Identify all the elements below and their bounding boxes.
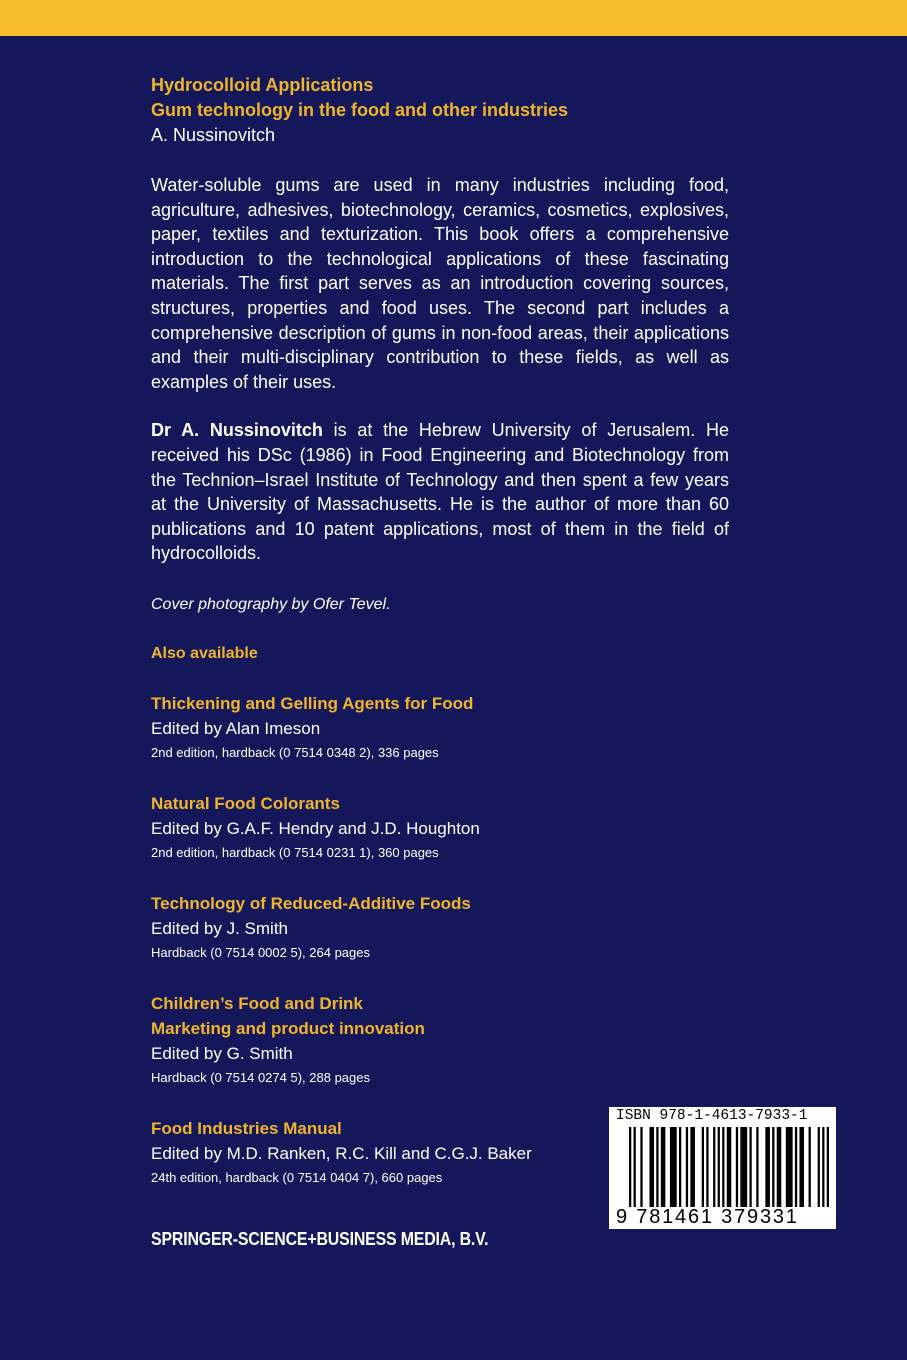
book-title: Hydrocolloid Applications bbox=[151, 75, 374, 95]
related-book-title: Children’s Food and Drink bbox=[151, 993, 363, 1013]
barcode-bar bbox=[706, 1127, 708, 1207]
related-book-editor: Edited by J. Smith bbox=[151, 918, 289, 938]
barcode-bar bbox=[799, 1127, 804, 1207]
barcode-bar bbox=[740, 1127, 747, 1207]
related-book-title: Natural Food Colorants bbox=[151, 793, 340, 813]
publisher-name: SPRINGER-SCIENCE+BUSINESS MEDIA, B.V. bbox=[151, 1228, 489, 1249]
barcode-bar bbox=[661, 1127, 666, 1207]
related-book-info: 2nd edition, hardback (0 7514 0348 2), 336 pages bbox=[151, 744, 439, 760]
barcode-bar bbox=[718, 1127, 720, 1207]
related-book bbox=[151, 891, 729, 965]
barcode-bar bbox=[827, 1127, 829, 1207]
barcode-bar bbox=[727, 1127, 732, 1207]
author-bio-name: Dr A. Nussinovitch bbox=[151, 420, 323, 441]
related-book-info: 24th edition, hardback (0 7514 0404 7), 660 pages bbox=[151, 1169, 443, 1185]
related-book-editor: Edited by G.A.F. Hendry and J.D. Houghton bbox=[151, 818, 480, 838]
related-book-subtitle: Marketing and product innovation bbox=[151, 1018, 425, 1038]
barcode-digits: 9 781461 379331 bbox=[616, 1206, 799, 1228]
related-book-title: Food Industries Manual bbox=[151, 1118, 342, 1138]
related-book-editor: Edited by M.D. Ranken, R.C. Kill and C.G.J. Baker bbox=[151, 1143, 532, 1163]
barcode-bar bbox=[749, 1127, 751, 1207]
barcode-bar bbox=[822, 1127, 824, 1207]
barcode-bar bbox=[795, 1127, 797, 1207]
barcode-bar bbox=[670, 1127, 677, 1207]
related-book-info: 2nd edition, hardback (0 7514 0231 1), 360 pages bbox=[151, 844, 439, 860]
barcode-bar bbox=[629, 1127, 631, 1207]
barcode-bar bbox=[713, 1127, 715, 1207]
barcode-bar bbox=[679, 1127, 681, 1207]
barcode-bar bbox=[656, 1127, 658, 1207]
related-book-editor: Edited by Alan Imeson bbox=[151, 718, 321, 738]
barcode-bar bbox=[777, 1127, 782, 1207]
barcode-bar bbox=[809, 1127, 811, 1207]
author-bio bbox=[151, 418, 729, 566]
related-book-title: Thickening and Gelling Agents for Food bbox=[151, 693, 474, 713]
cover-photo-credit: Cover photography by Ofer Tevel. bbox=[151, 595, 391, 613]
related-book-info: Hardback (0 7514 0002 5), 264 pages bbox=[151, 944, 370, 960]
related-book-editor: Edited by G. Smith bbox=[151, 1043, 293, 1063]
barcode-bar bbox=[722, 1127, 724, 1207]
barcode-bar bbox=[818, 1127, 820, 1207]
book-subtitle: Gum technology in the food and other industries bbox=[151, 100, 569, 120]
barcode-bar bbox=[686, 1127, 688, 1207]
barcode-bar bbox=[649, 1127, 654, 1207]
barcode-bar bbox=[702, 1127, 704, 1207]
barcode-bar bbox=[772, 1127, 774, 1207]
back-cover-content bbox=[151, 73, 729, 1190]
isbn-label: ISBN 978-1-4613-7933-1 bbox=[616, 1108, 808, 1124]
author-bio-text: is at the Hebrew University of Jerusalem. He received his DSc (1986) in Food Engineering and Biotechnology from the Technion–Israel Institute of Technology and then spent a few years at the University of Massachusetts. He is the author of more than 60 publications and 10 patent applications, most of them in the field of hydrocolloids. bbox=[151, 420, 729, 564]
top-color-bar bbox=[0, 0, 907, 36]
related-book bbox=[151, 791, 729, 865]
book-author: A. Nussinovitch bbox=[151, 125, 276, 145]
barcode-bar bbox=[786, 1127, 793, 1207]
barcode-bar bbox=[756, 1127, 758, 1207]
also-available-heading: Also available bbox=[151, 644, 258, 662]
related-book-info: Hardback (0 7514 0274 5), 288 pages bbox=[151, 1069, 370, 1085]
book-description: Water-soluble gums are used in many industries including food, agriculture, adhesives, biotechnology, ceramics, cosmetics, explosives, paper, textiles and texturization. This book offers a comprehensive introduction to the technological applications of these fascinating materials. The first part serves as an introduction covering sources, structures, properties and food uses. The second part includes a comprehensive description of gums in non-food areas, their applications and their multi-disciplinary contribution to these fields, as well as examples of their uses. bbox=[151, 175, 729, 392]
related-book bbox=[151, 991, 729, 1090]
barcode-bar bbox=[765, 1127, 770, 1207]
barcode-bar bbox=[640, 1127, 642, 1207]
barcode-bar bbox=[736, 1127, 738, 1207]
related-book bbox=[151, 691, 729, 765]
isbn-barcode bbox=[609, 1107, 836, 1229]
barcode-bars bbox=[629, 1127, 829, 1207]
related-book-title: Technology of Reduced-Additive Foods bbox=[151, 893, 471, 913]
barcode-bar bbox=[690, 1127, 695, 1207]
barcode-bar bbox=[634, 1127, 636, 1207]
